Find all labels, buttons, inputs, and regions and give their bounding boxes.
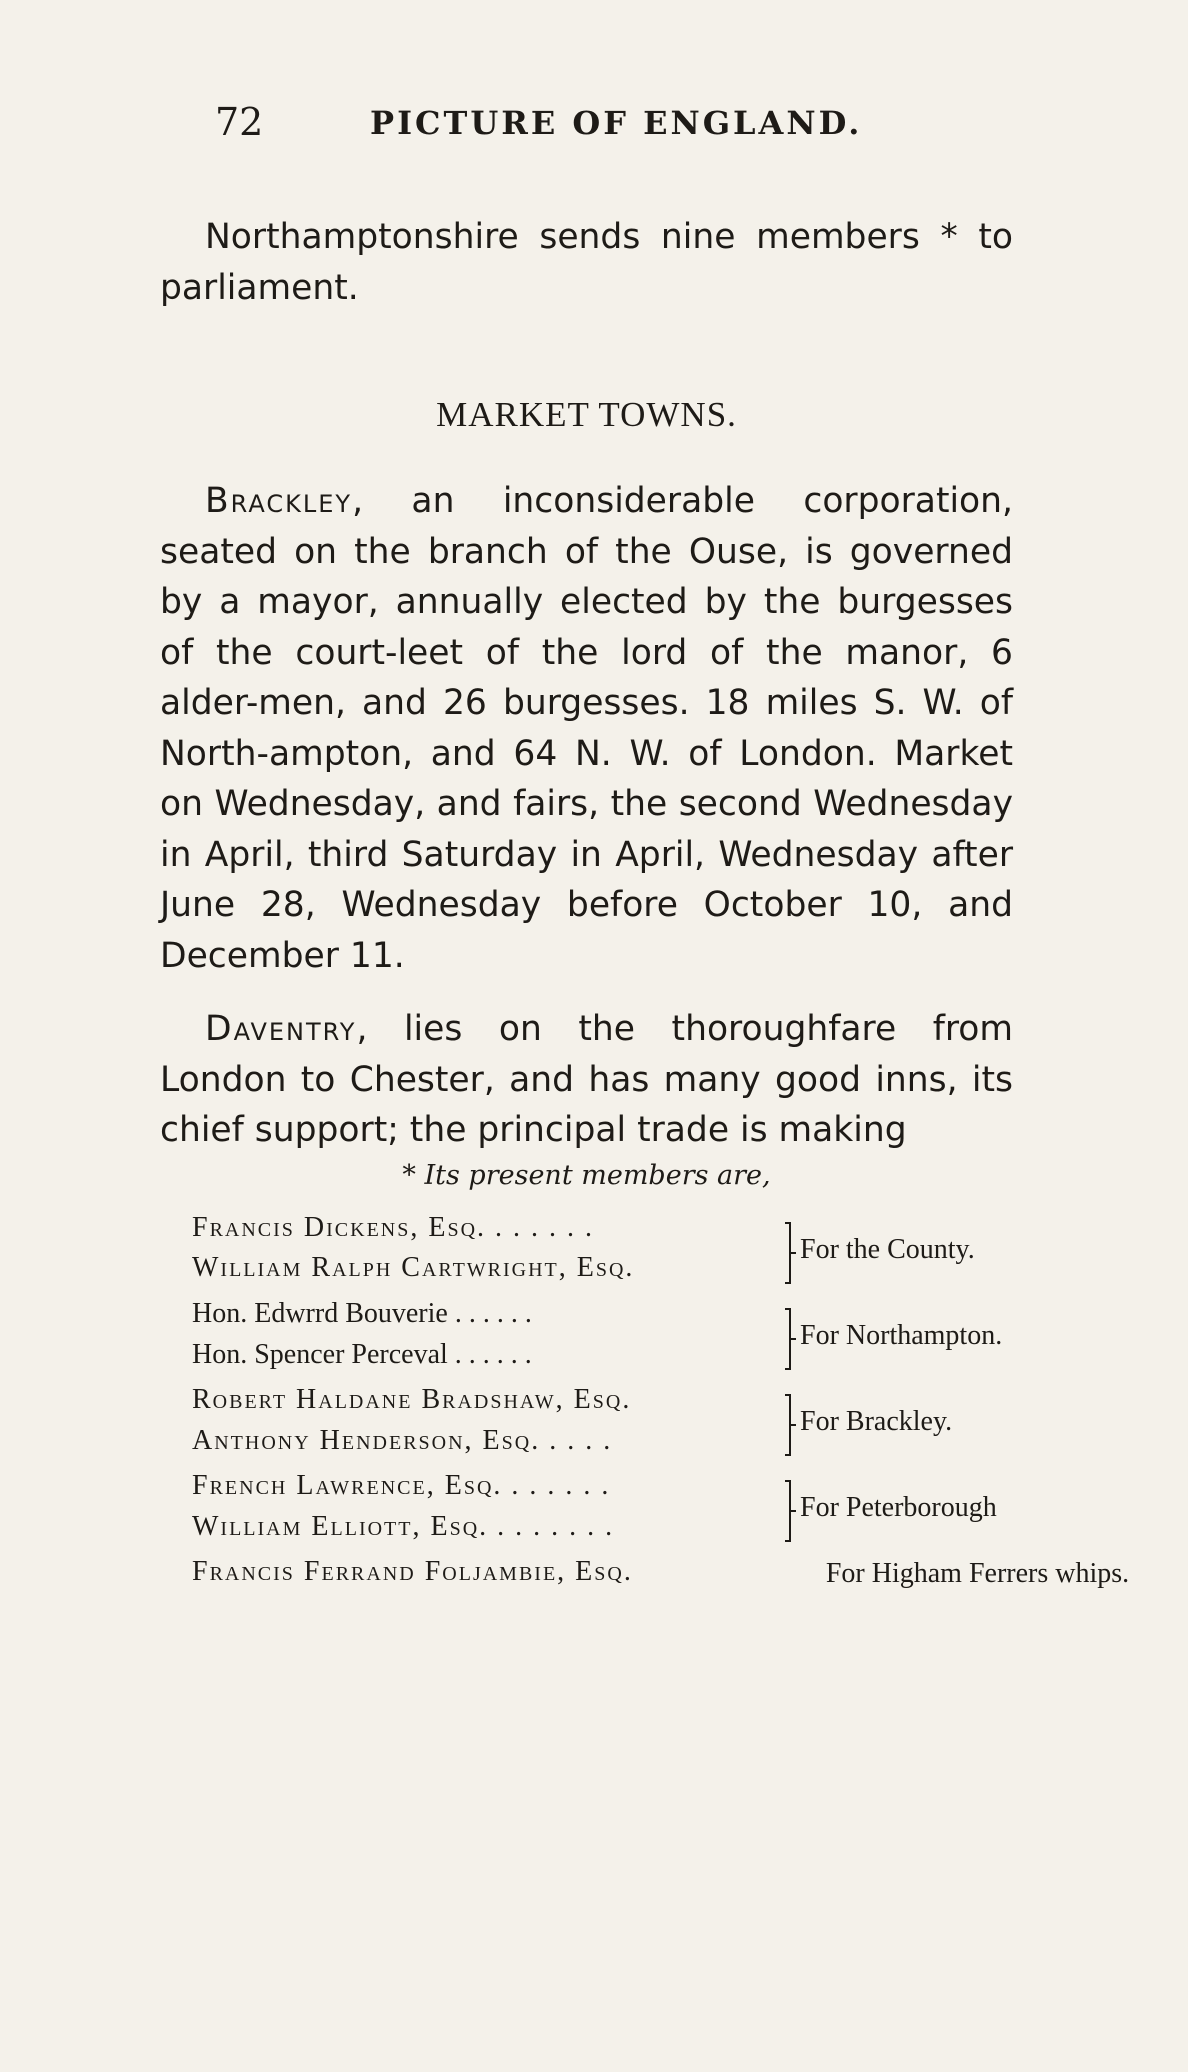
constituency-label: For Peterborough [800,1492,997,1523]
running-head: PICTURE OF ENGLAND. [370,104,863,142]
daventry-paragraph [160,1004,1013,1156]
page-header [215,100,1015,150]
daventry-name: Daventry [205,1009,357,1049]
member-name: Hon. Spencer Perceval . . . . . . [192,1339,532,1370]
section-title: MARKET TOWNS. [436,395,737,434]
member-name: William Ralph Cartwright, Esq. [192,1252,635,1283]
brace-bracket-nib [789,1338,796,1340]
brace-bracket-nib [789,1510,796,1512]
intro-paragraph: Northamptonshire sends nine members * to parliament. [160,217,1013,308]
member-name: William Elliott, Esq. . . . . . . . [192,1511,615,1542]
member-name: Francis Ferrand Foljambie, Esq. [192,1556,633,1587]
member-name: Robert Haldane Bradshaw, Esq. [192,1384,632,1415]
constituency-label: For Higham Ferrers whips. [825,1558,1130,1589]
page-number: 72 [215,100,264,144]
constituency-label: For Northampton. [800,1320,1003,1351]
member-name: Francis Dickens, Esq. . . . . . . [192,1212,595,1243]
member-name: French Lawrence, Esq. . . . . . . [192,1470,611,1501]
member-name: Anthony Henderson, Esq. . . . . [192,1425,613,1456]
brackley-paragraph [160,476,1013,981]
brackley-text: , an inconsiderable corporation, seated on the branch of the Ouse, is governed by a mayor, annually elected by the burgesses of the court-leet of the lord of the manor, 6 alder-men, and 26 burgesses. 18 miles S. W. of North-ampton, and 64 N. W. of London. Market on Wednesday, and fairs, the second Wednesday in April, third Saturday in April, Wednesday after June 28, Wednesday before October 10, and December 11. [160,481,1013,976]
brace-bracket-nib [789,1424,796,1426]
constituency-label: For the County. [800,1234,975,1265]
footnote-title: * Its present members are, [402,1160,771,1191]
brace-bracket-nib [789,1252,796,1254]
constituency-label: For Brackley. [800,1406,953,1437]
brackley-name: Brackley [205,481,353,521]
member-name: Hon. Edwrrd Bouverie . . . . . . [192,1298,532,1329]
daventry-text: , lies on the thoroughfare from London to Chester, and has many good inns, its chief support; the principal trade is making [160,1009,1013,1150]
